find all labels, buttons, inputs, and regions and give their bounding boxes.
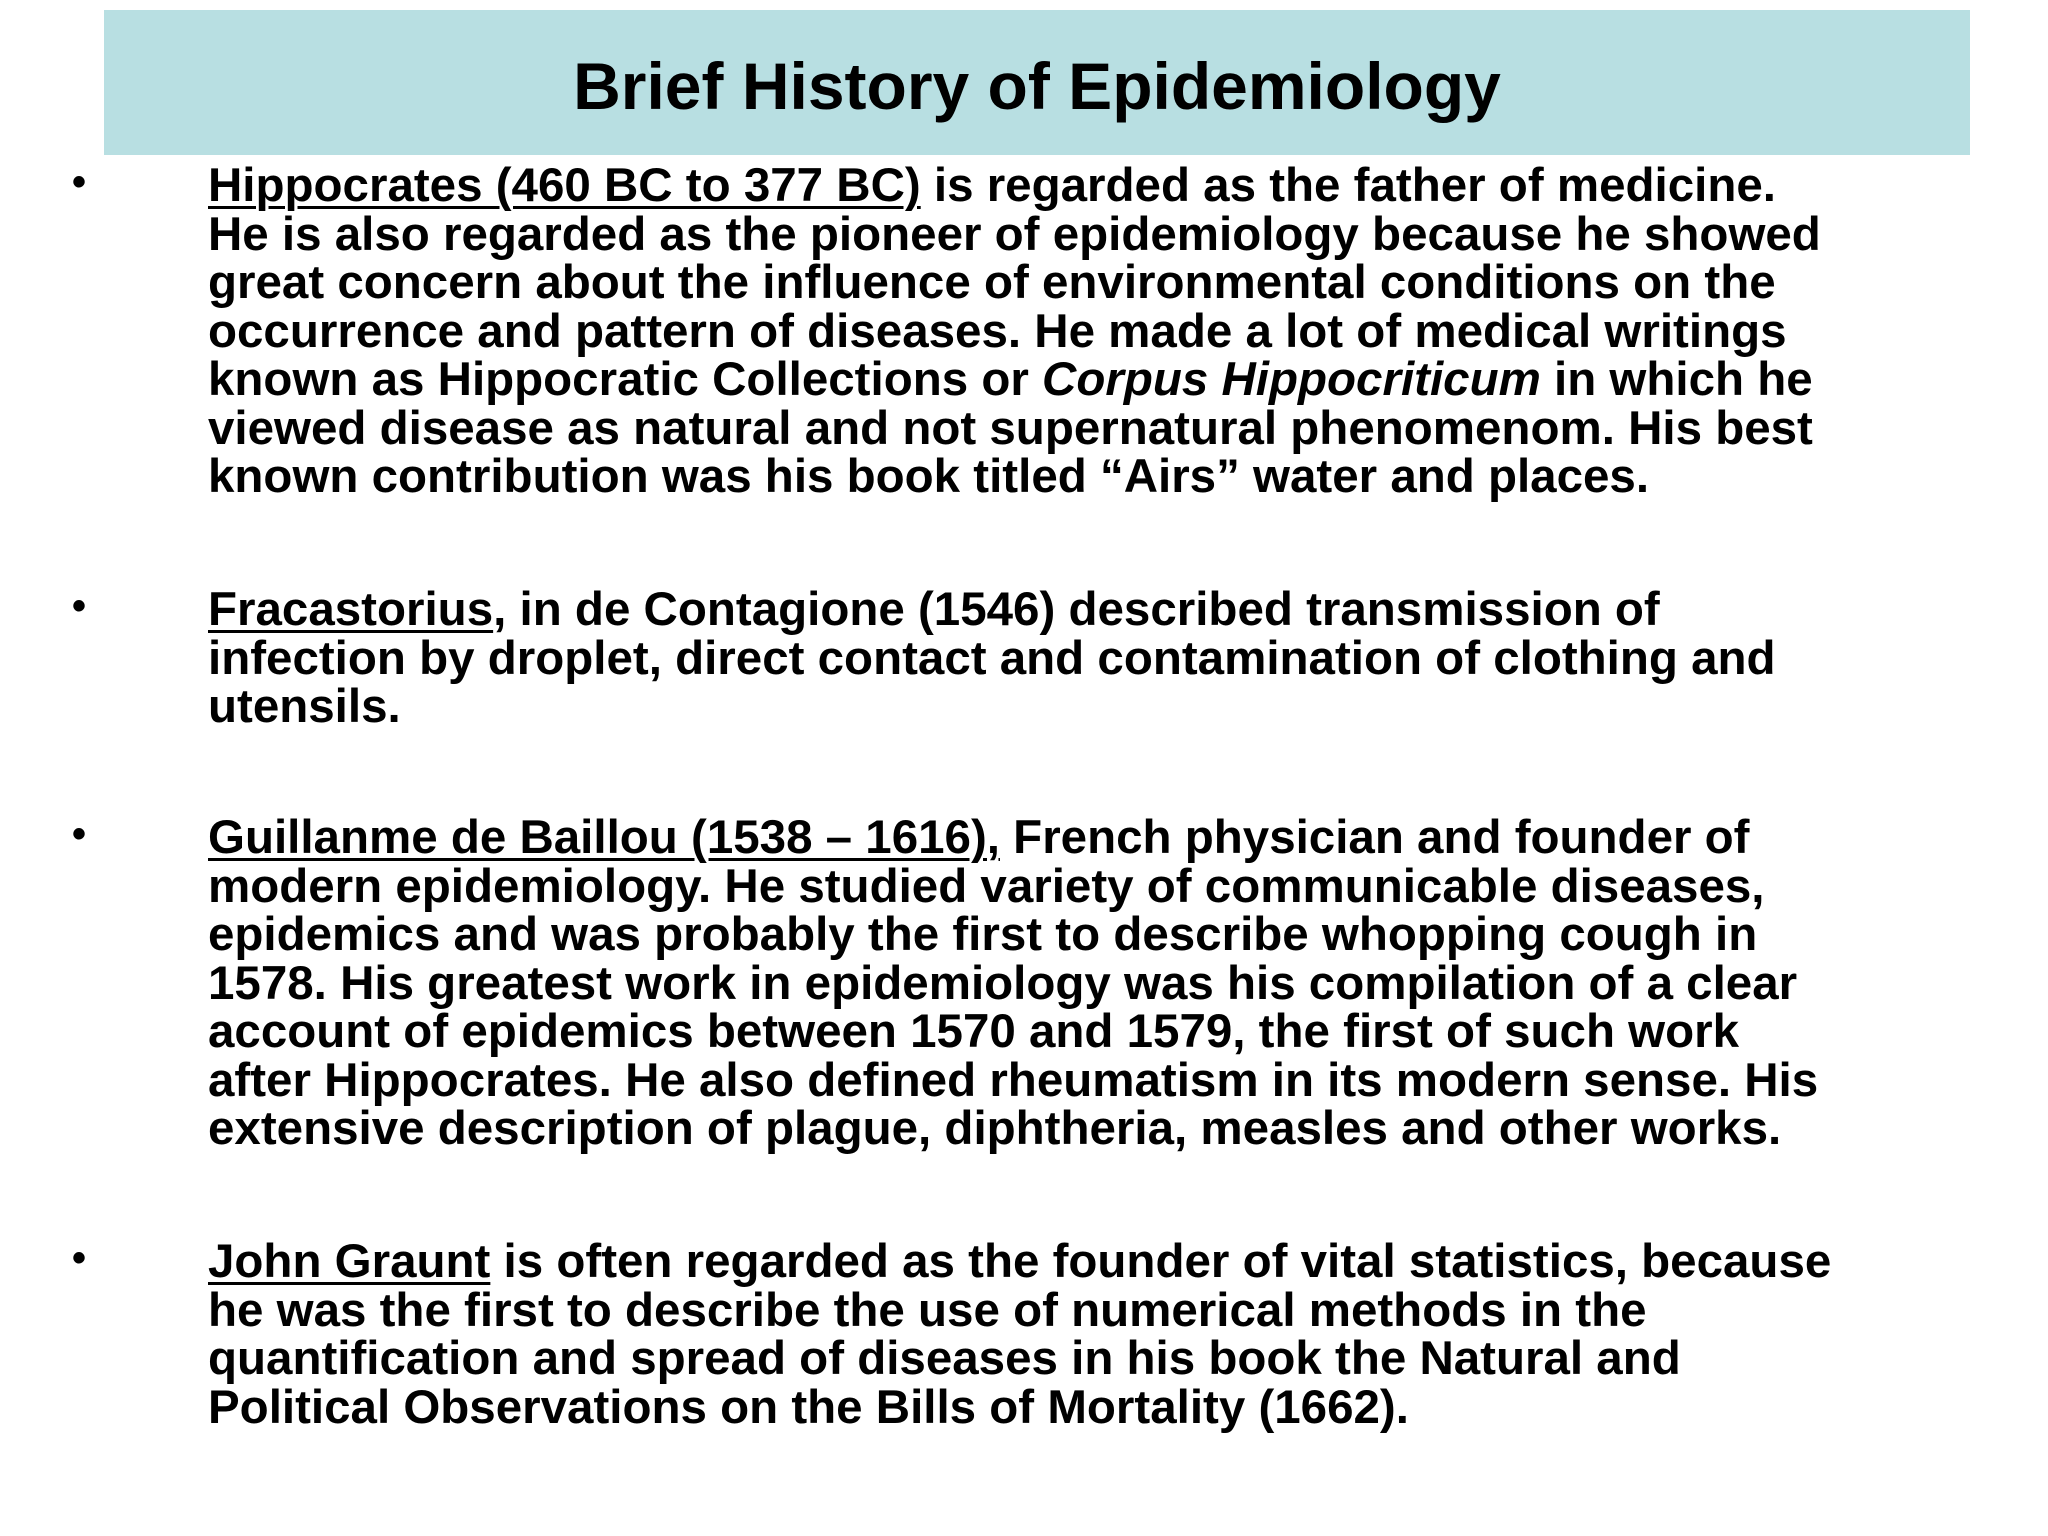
bullet-marker: • [72,160,87,204]
text-line: known as Hippocratic Collections or Corpus Hippocriticum in which he [208,353,1813,406]
text-line: quantification and spread of diseases in his book the Natural and [208,1332,1681,1385]
text-line: after Hippocrates. He also defined rheumatism in its modern sense. His [208,1053,1819,1107]
bullet-text [208,1235,1968,1434]
bullet-marker: • [72,812,87,856]
title-bar [104,10,1970,155]
text-line: account of epidemics between 1570 and 1579, the first of such work [208,1005,1740,1058]
slide-title: Brief History of Epidemiology [573,48,1501,123]
bullet-text [208,159,1968,503]
bullet-text [208,811,1968,1155]
text-line: he was the first to describe the use of numerical methods in the [208,1283,1647,1337]
text-line: extensive description of plague, diphtheria, measles and other works. [208,1102,1782,1155]
text-line: Political Observations on the Bills of Mortality (1662). [208,1380,1409,1434]
text-line: utensils. [208,680,401,733]
text-line: occurrence and pattern of diseases. He made a lot of medical writings [208,304,1787,358]
text-line: known contribution was his book titled “Airs” water and places. [208,450,1650,503]
bullet-text [208,583,1968,733]
bullet-marker: • [72,584,87,628]
underlined-name: Guillanme de Baillou (1538 – 1616), [208,811,1000,864]
text-line: epidemics and was probably the first to describe whopping cough in [208,908,1758,961]
text-line: viewed disease as natural and not supernatural phenomenom. His best [208,401,1813,455]
text-line: great concern about the influence of environmental conditions on the [208,256,1776,309]
underlined-name: Hippocrates (460 BC to 377 BC) [208,159,921,212]
underlined-name: Fracastorius [208,583,494,636]
text-line: 1578. His greatest work in epidemiology was his compilation of a clear [208,956,1798,1010]
text-line: infection by droplet, direct contact and contamination of clothing and [208,631,1776,685]
text-line: modern epidemiology. He studied variety of communicable diseases, [208,859,1765,913]
text-line: Guillanme de Baillou (1538 – 1616), French physician and founder of [208,811,1750,864]
text-line: Fracastorius, in de Contagione (1546) described transmission of [208,583,1660,636]
bullet-marker: • [72,1236,87,1280]
text-line: John Graunt is often regarded as the founder of vital statistics, because [208,1235,1832,1288]
text-line: Hippocrates (460 BC to 377 BC) is regarded as the father of medicine. [208,159,1776,212]
text-line: He is also regarded as the pioneer of epidemiology because he showed [208,207,1821,261]
underlined-name: John Graunt [208,1235,491,1288]
italic-title: Corpus Hippocriticum [1042,353,1541,406]
